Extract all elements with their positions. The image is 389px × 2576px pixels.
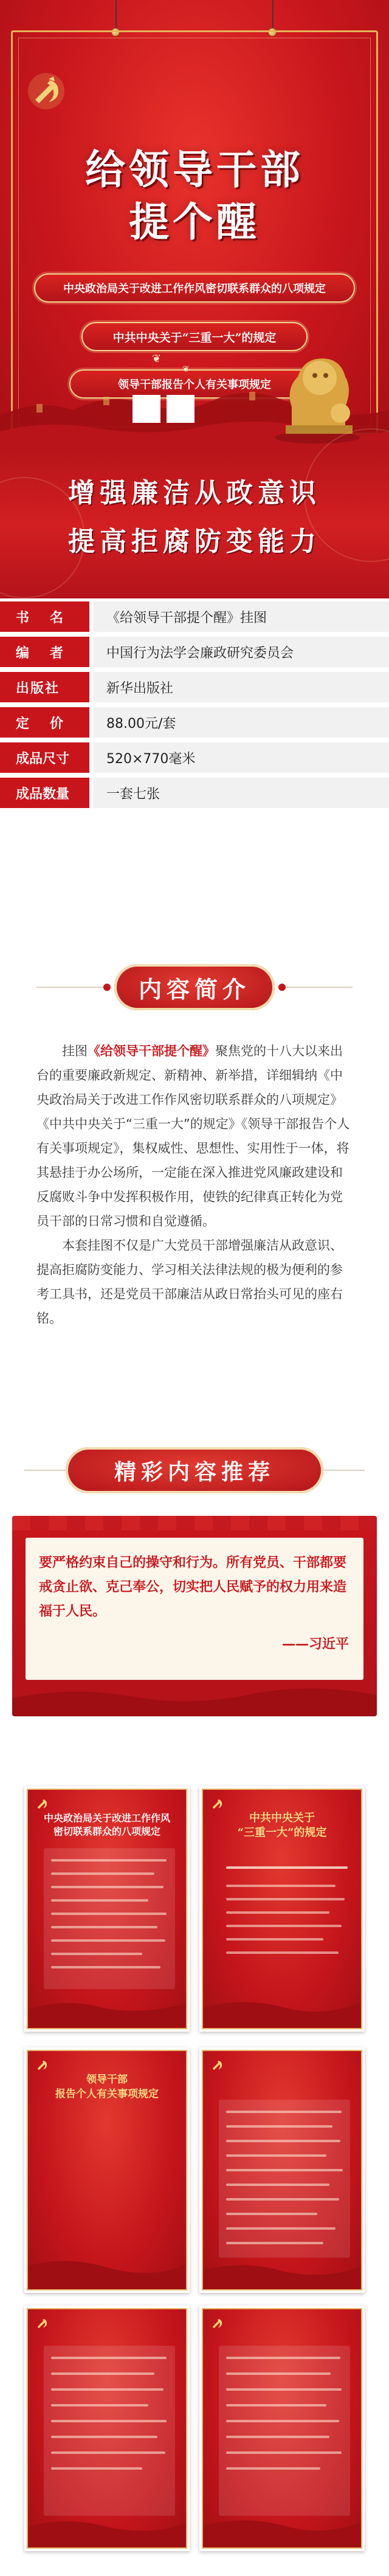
poster-inner	[27, 2308, 187, 2549]
info-row-quantity	[0, 778, 389, 808]
intro-text	[36, 1039, 353, 1331]
poster-gallery	[0, 1756, 389, 2570]
info-label: 编 者	[0, 637, 89, 667]
text-line	[226, 2140, 340, 2142]
text-line	[226, 2451, 342, 2454]
text-line	[51, 2436, 157, 2438]
poster-title-line2: 密切联系群众的八项规定	[53, 1826, 160, 1837]
recommend-section-heading	[0, 1446, 389, 1495]
poster-thumbnail[interactable]	[24, 1786, 190, 2032]
great-wall-illustration	[28, 1985, 186, 2028]
info-value: 中国行为法学会廉政研究委员会	[93, 637, 389, 667]
text-line	[226, 1866, 348, 1869]
great-wall-illustration	[203, 2505, 361, 2547]
poster-inner	[27, 1789, 187, 2029]
poster-inner	[202, 2050, 362, 2290]
text-line	[51, 1913, 167, 1915]
text-line	[226, 2125, 332, 2128]
hero-pill-eight-rules: 中央政治局关于改进工作作风密切联系群众的八项规定	[34, 273, 355, 303]
text-line	[226, 2111, 342, 2113]
intro-paragraph-2: 本套挂图不仅是广大党员干部增强廉洁从政意识、提高拒腐防变能力、学习相关法律法规的极为便利的参考工具书，还是党员干部廉洁从政日常抬头可见的座右铭。	[36, 1238, 343, 1326]
info-value: 一套七张	[93, 778, 389, 808]
poster-inner	[27, 2050, 187, 2290]
text-line	[226, 2184, 329, 2186]
info-label: 书 名	[0, 601, 89, 632]
info-value: 520×770毫米	[93, 742, 389, 773]
text-line	[226, 2227, 336, 2230]
text-line	[51, 2420, 167, 2422]
info-row-publisher	[0, 672, 389, 702]
quote-text: 要严格约束自己的操守和行为。所有党员、干部都要戒贪止欲、克己奉公，切实把人民赋予的权力用来造福于人民。	[39, 1555, 347, 1619]
poster-title-line1: 中共中央关于	[249, 1812, 315, 1824]
poster-title-line1: 领导干部	[86, 2074, 128, 2086]
heading-rule-right	[322, 1470, 365, 1471]
text-line	[226, 1938, 323, 1941]
heading-dot-left	[103, 984, 111, 991]
quote-card	[12, 1516, 377, 1716]
poster-content-panel	[219, 1848, 350, 1989]
info-value: 《给领导干部提个醒》挂图	[93, 601, 389, 632]
text-line	[51, 1926, 157, 1928]
slogan-line2: 提高拒腐防变能力	[68, 526, 321, 557]
poster-title-line2: “三重一大”的规定	[237, 1826, 327, 1839]
party-emblem-icon	[27, 72, 66, 111]
stone-lion-icon	[267, 340, 365, 444]
dove-icon: ❦	[152, 352, 162, 365]
hero-title-line1: 给领导干部	[85, 146, 304, 193]
info-label: 定 价	[0, 707, 89, 738]
party-emblem-icon	[209, 1796, 225, 1812]
text-line	[51, 2388, 164, 2391]
poster-thumbnail[interactable]	[199, 2047, 365, 2293]
info-value: 新华出版社	[93, 672, 389, 702]
quote-bottom-mountains	[12, 1680, 377, 1716]
info-label: 出版社	[0, 672, 89, 702]
party-emblem-icon	[34, 1796, 50, 1812]
info-label: 成品尺寸	[0, 742, 89, 773]
text-line	[51, 2451, 165, 2454]
party-emblem-icon	[34, 2057, 50, 2073]
text-line	[51, 1966, 160, 1968]
text-line	[51, 1872, 154, 1875]
info-row-editor	[0, 637, 389, 667]
info-label: 成品数量	[0, 778, 89, 808]
poster-content-panel	[44, 2346, 175, 2516]
quote-top-pattern	[12, 1516, 377, 1530]
party-emblem-icon	[209, 2057, 225, 2073]
intro-book-title: 《给领导干部提个醒》	[88, 1044, 215, 1058]
great-wall-illustration	[28, 2247, 186, 2289]
text-line	[226, 2372, 331, 2375]
qr-code-right	[167, 395, 194, 423]
text-line	[51, 2357, 167, 2359]
text-line	[226, 1925, 342, 1927]
poster-thumbnail[interactable]	[199, 1786, 365, 2032]
hero-pill-three-one: 中共中央关于“三重一大”的规定	[81, 322, 308, 351]
text-line	[51, 2404, 148, 2406]
great-wall-illustration	[203, 1985, 361, 2028]
text-line	[226, 2169, 343, 2171]
party-emblem-icon	[209, 2315, 225, 2331]
text-line	[51, 2372, 154, 2375]
text-line	[226, 2154, 326, 2157]
text-line	[226, 1898, 345, 1900]
poster-inner	[202, 1789, 362, 2029]
poster-thumbnail[interactable]	[24, 2306, 190, 2551]
text-line	[226, 2420, 339, 2422]
poster-content-panel	[219, 2100, 350, 2258]
info-row-price	[0, 707, 389, 738]
slogan-banner	[0, 453, 389, 598]
info-row-title	[0, 601, 389, 632]
quote-inner-card	[26, 1538, 363, 1680]
heading-rule-left	[24, 1470, 67, 1471]
hero-pill-personal-report: 领导干部报告个人有关事项规定	[69, 369, 320, 399]
text-line	[226, 1885, 336, 1887]
text-line	[51, 1886, 164, 1888]
poster-content-panel	[44, 1848, 175, 1989]
text-line	[226, 2404, 326, 2406]
poster-thumbnail[interactable]	[199, 2306, 365, 2551]
text-line	[51, 2467, 142, 2470]
poster-content-panel	[219, 2346, 350, 2516]
info-value: 88.00元/套	[93, 707, 389, 738]
heading-dot-right	[278, 984, 286, 991]
text-line	[226, 2198, 339, 2201]
hero-title-line2: 提个醒	[129, 199, 260, 245]
text-line	[226, 2357, 340, 2359]
intro-heading-badge: 内容简介	[114, 964, 275, 1010]
info-row-size	[0, 742, 389, 773]
dove-icon: ❦	[182, 365, 190, 374]
poster-inner	[202, 2308, 362, 2549]
text-line	[226, 2388, 342, 2391]
product-info-table	[0, 601, 389, 813]
poster-title-line1: 中央政治局关于改进工作作风	[43, 1812, 170, 1824]
text-line	[51, 1859, 167, 1862]
heading-rule-left	[36, 987, 103, 988]
text-line	[51, 1953, 142, 1955]
intro-text-after: 聚焦党的十八大以来出台的重要廉政新规定、新精神、新举措，详细辑纳《中央政治局关于改进工作作风密切联系群众的八项规定》《中共中央关于“三重一大”的规定》《领导干部报告个人有关事项规定》，集权威性、思想性、实用性于一体，将其悬挂于办公场所，一定能在深入推进党风廉政建设和反腐败斗争中发挥积极作用，使铁的纪律真正转化为党员干部的日常习惯和自觉遵循。	[36, 1044, 350, 1228]
text-line	[226, 2242, 323, 2244]
text-line	[226, 1911, 329, 1914]
quote-author: ——习近平	[281, 1637, 349, 1652]
slogan-line1: 增强廉洁从政意识	[68, 478, 321, 509]
recommend-heading-badge: 精彩内容推荐	[66, 1447, 323, 1493]
great-wall-illustration	[203, 2247, 361, 2289]
great-wall-illustration	[28, 2505, 186, 2547]
text-line	[51, 1899, 148, 1902]
poster-thumbnail[interactable]	[24, 2047, 190, 2293]
intro-text-before: 挂图	[62, 1044, 88, 1058]
qr-code-left	[133, 395, 160, 423]
text-line	[51, 1939, 165, 1942]
hero-banner	[0, 0, 389, 453]
text-line	[226, 2467, 320, 2470]
party-emblem-icon	[34, 2315, 50, 2331]
heading-rule-right	[286, 987, 353, 988]
intro-paragraph-1	[36, 1039, 353, 1233]
text-line	[226, 1951, 339, 1954]
intro-section-heading	[0, 963, 389, 1012]
poster-title-line2: 报告个人有关事项规定	[55, 2088, 159, 2100]
text-line	[226, 2436, 329, 2438]
text-line	[226, 2213, 317, 2215]
